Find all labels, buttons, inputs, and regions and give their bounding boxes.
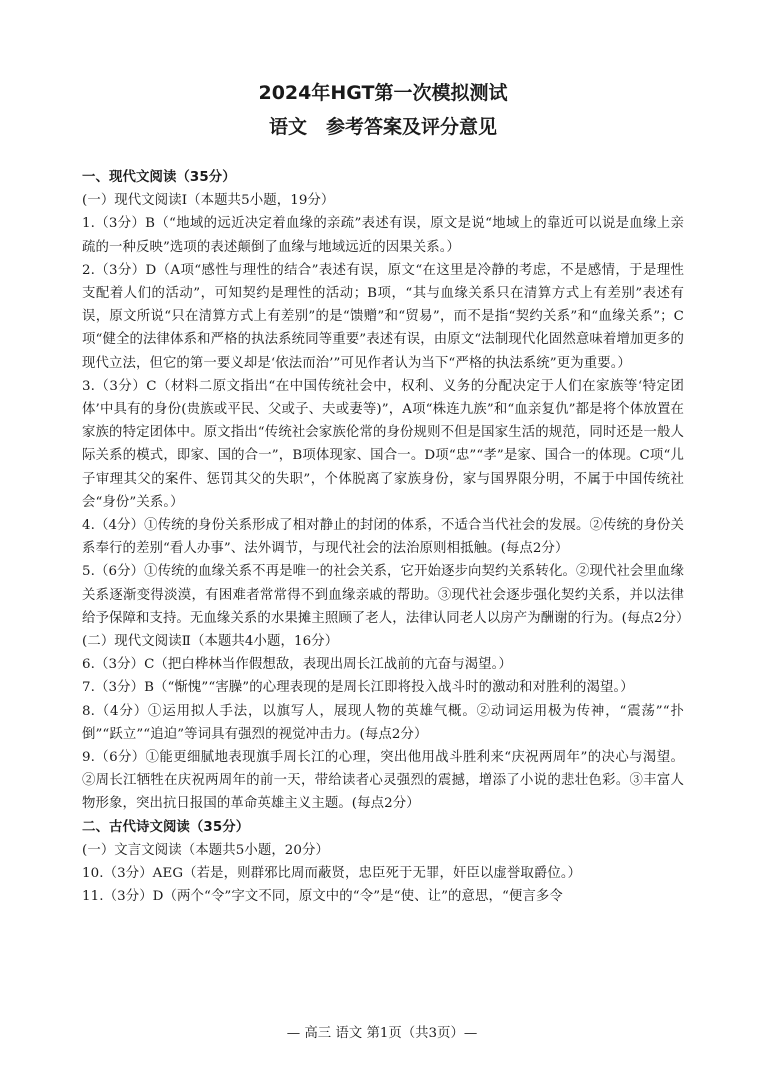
answer-item: 8.（4分）①运用拟人手法，以旗写人，展现人物的英雄气概。②动词运用极为传神，“震荡”“扑倒”“跃立”“追迫”等词具有强烈的视觉冲击力。(每点2分）: [82, 703, 684, 742]
answer-item: 4.（4分）①传统的身份关系形成了相对静止的封闭的体系，不适合当代社会的发展。②传统的身份关系奉行的差别“看人办事”、法外调节，与现代社会的法治原则相抵触。(每点2分）: [82, 518, 684, 557]
answer-item: 2.（3分）D（A项“感性与理性的结合”表述有误，原文“在这里是冷静的考虑，不是感情，于是理性支配着人们的活动”，可知契约是理性的活动；B项，“其与血缘关系只在清算方式上有差别”表述有误，原文所说“只在清算方式上有差别”的是“馈赠”和“贸易”，而不是指“契约关系”和“血缘关系”；C项“健全的法律体系和严格的执法系统同等重要”表述有误，由原文“法制现代化固然意味着增加更多的现代立法，但它的第一要义却是‘依法而治’”可见作者认为当下“严格的执法系统”更为重要。）: [82, 262, 684, 371]
answer-item: 6.（3分）C（把白桦林当作假想敌，表现出周长江战前的亢奋与渴望。）: [82, 657, 512, 673]
answer-item: 3.（3分）C（材料二原文指出“在中国传统社会中，权利、义务的分配决定于人们在家族等‘特定团体’中具有的身份(贵族或平民、父或子、夫或妻等)”，A项“株连九族”和“血亲复仇”都是将个体放置在家族的特定团体中。原文指出“传统社会家族伦常的身份规则不但是国家生活的规范，同时还是一般人际关系的模式，即家、国的合一”，B项体现家、国合一。D项“忠”“孝”是家、国合一的体现。C项“儿子审理其父的案件、惩罚其父的失职”，个体脱离了家族身份，家与国界限分明，不属于中国传统社会“身份”关系。）: [82, 378, 684, 510]
answer-item: 9.（6分）①能更细腻地表现旗手周长江的心理，突出他用战斗胜利来“庆祝两周年”的决心与渴望。②周长江牺牲在庆祝两周年的前一天，带给读者心灵强烈的震撼，增添了小说的悲壮色彩。③丰富人物形象，突出抗日报国的革命英雄主义主题。(每点2分）: [82, 750, 684, 812]
answer-item: 11.（3分）D（两个“令”字文不同，原文中的“令”是“使、让”的意思，“便言多令: [82, 889, 563, 905]
subsection-heading: (二）现代文阅读Ⅱ（本题共4小题，16分）: [82, 634, 339, 650]
page-subtitle: 语文 参考答案及评分意见: [268, 116, 497, 138]
subsection-heading: (一）文言文阅读（本题共5小题，20分）: [82, 842, 330, 858]
section-heading: 二、古代诗文阅读（35分）: [82, 819, 250, 835]
answer-item: 10.（3分）AEG（若是，则群邪比周而蔽贤，忠臣死于无罪，奸臣以虚誉取爵位。）: [82, 866, 582, 882]
answer-item: 7.（3分）B（“惭愧”“害臊”的心理表现的是周长江即将投入战斗时的激动和对胜利的渴望。）: [82, 680, 634, 696]
page-title: 2024年HGT第一次模拟测试: [258, 82, 508, 104]
answer-item: 1.（3分）B（“地域的远近决定着血缘的亲疏”表述有误，原文是说“地域上的靠近可以说是血缘上亲疏的一种反映”选项的表述颠倒了血缘与地域远近的因果关系。）: [82, 216, 684, 255]
section-heading: 一、现代文阅读（35分）: [82, 170, 236, 185]
answer-item: 5.（6分）①传统的血缘关系不再是唯一的社会关系，它开始逐步向契约关系转化。②现代社会里血缘关系逐渐变得淡漠，有困难者常常得不到血缘亲戚的帮助。③现代社会逐步强化契约关系，并以法律给予保障和支持。无血缘关系的水果摊主照顾了老人，法律认同老人以房产为酬谢的行为。(每点2分）: [82, 564, 690, 626]
answer-body: [82, 166, 690, 909]
answer-sheet-page: [82, 80, 690, 909]
subsection-heading: (一）现代文阅读Ⅰ（本题共5小题，19分）: [82, 193, 335, 209]
page-footer: — 高三 语文 第1页（共3页）—: [286, 1026, 478, 1041]
